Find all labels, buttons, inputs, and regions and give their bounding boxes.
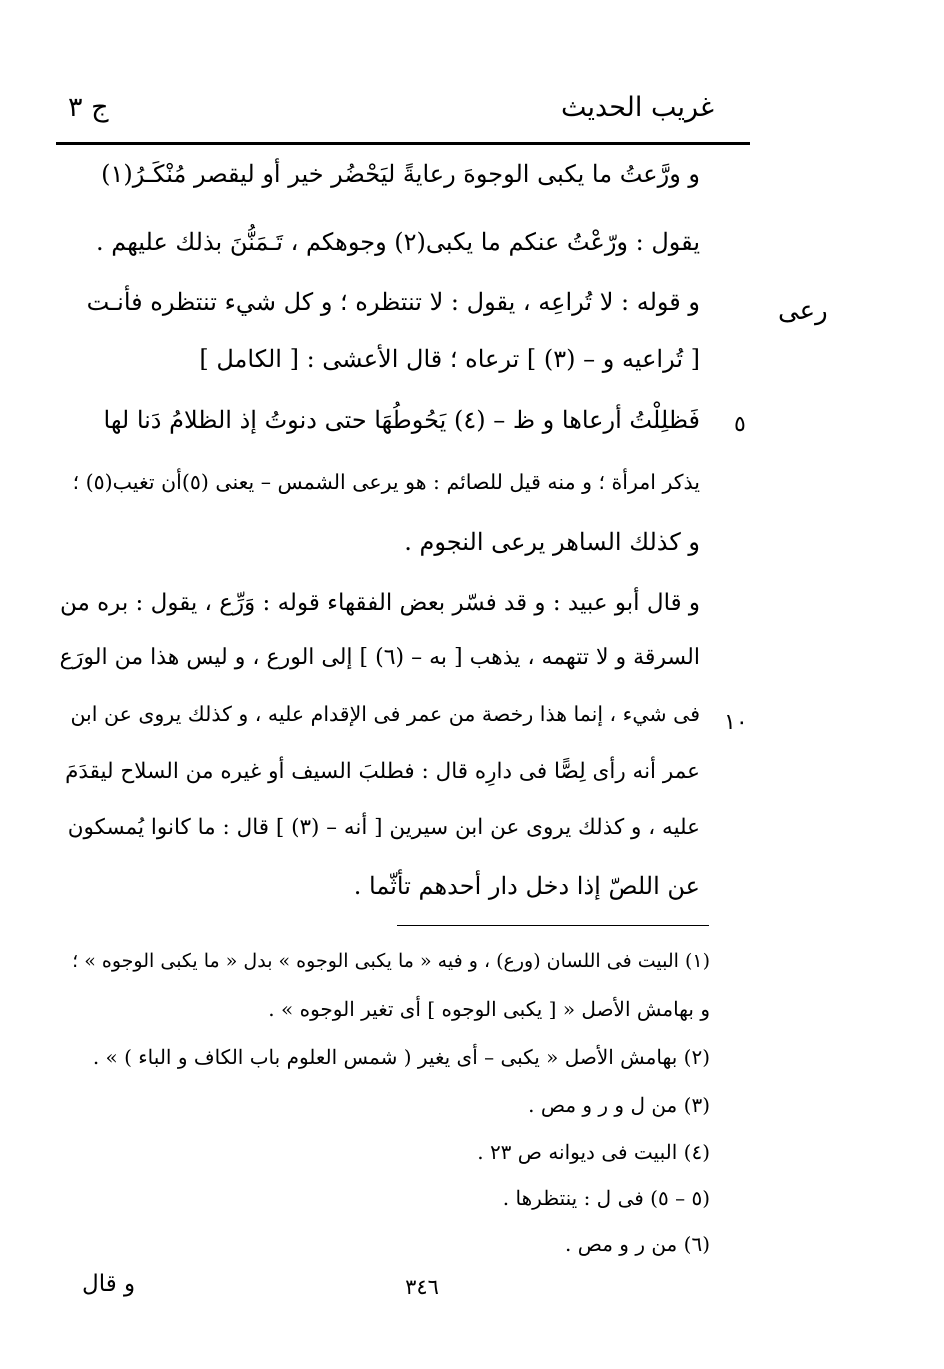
text-line-8: و قال أبو عبيد : و قد فسّر بعض الفقهاء قوله : وَرِّع ، يقول : بره من [59,590,700,616]
text-line-3: و قوله : لا تُراعِه ، يقول : لا تنتظره ؛ و كل شيء تنتظره فأنـت [86,288,700,316]
text-line-12: عليه ، و كذلك يروى عن ابن سيرين [ أنه – (٣) ] قال : ما كانوا يُمسكون [67,815,700,840]
verse-line-1: و ورَّعتُ ما يكبى الوجوهَ رعايةً ليَحْضُر خير أو ليقصر مُنْكَـرُ(١) [101,160,700,188]
catchword: و قال [82,1271,136,1297]
footnote-4: (٤) البيت فى ديوانه ص ٢٣ . [477,1140,710,1164]
text-line-2: يقول : ورّعْتُ عنكم ما يكبى(٢) وجوهكم ، تَـمَنُّنَ بذلك عليهم . [95,228,700,256]
footnote-1b: و بهامش الأصل « [ يكبى الوجوه ] أى تغير الوجوه » . [268,997,710,1021]
text-line-11: عمر أنه رأى لِصًّا فى دارِه قال : فطلبَ السيف أو غيره من السلاح ليقدَمَ [65,759,700,784]
line-number-5: ٥ [734,412,746,437]
text-line-4: [ تُراعيه و – (٣) ] ترعاه ؛ قال الأعشى : [ الكامل ] [199,345,700,373]
footnote-6: (٦) من ر و مص . [565,1232,710,1256]
text-line-13: عن اللصّ إذا دخل دار أحدهم تأثّما . [353,872,700,900]
verse-line-2: فَظلِلْتُ أرعاها و ظ – (٤) يَحُوطُهَا حتى دنوتُ إذ الظلامُ دَنا لها [103,406,700,434]
header-rule [56,142,750,145]
text-line-10: فى شيء ، إنما هذا رخصة من عمر فى الإقدام عليه ، و كذلك يروى عن ابن [70,702,700,726]
line-number-10: ١٠ [724,710,748,735]
text-line-9: السرقة و لا تتهمه ، يذهب [ به – (٦) ] إلى الورع ، و ليس هذا من الورَع [59,645,700,670]
footnote-2: (٢) بهامش الأصل « يكبى – أى يغير ( شمس العلوم باب الكاف و الباء ) » . [92,1045,710,1069]
footnote-rule [397,925,709,926]
footnote-5: (٥ – ٥) فى ل : ينتظرها . [502,1186,710,1210]
margin-headword: رعى [778,296,828,326]
volume-number: ج ٣ [68,92,109,123]
text-line-7: و كذلك الساهر يرعى النجوم . [404,528,700,556]
page-number: ٣٤٦ [405,1275,439,1299]
text-line-6: يذكر امرأة ؛ و منه قيل للصائم : هو يرعى الشمس – يعنى (٥)أن تغيب(٥) ؛ [72,470,700,494]
footnote-1a: (١) البيت فى اللسان (ورع) ، و فيه « ما يكبى الوجوه » بدل « ما يكبى الوجوه » ؛ [72,950,710,972]
running-title: غريب الحديث [561,92,714,123]
footnote-3: (٣) من ل و ر و مص . [528,1093,710,1117]
